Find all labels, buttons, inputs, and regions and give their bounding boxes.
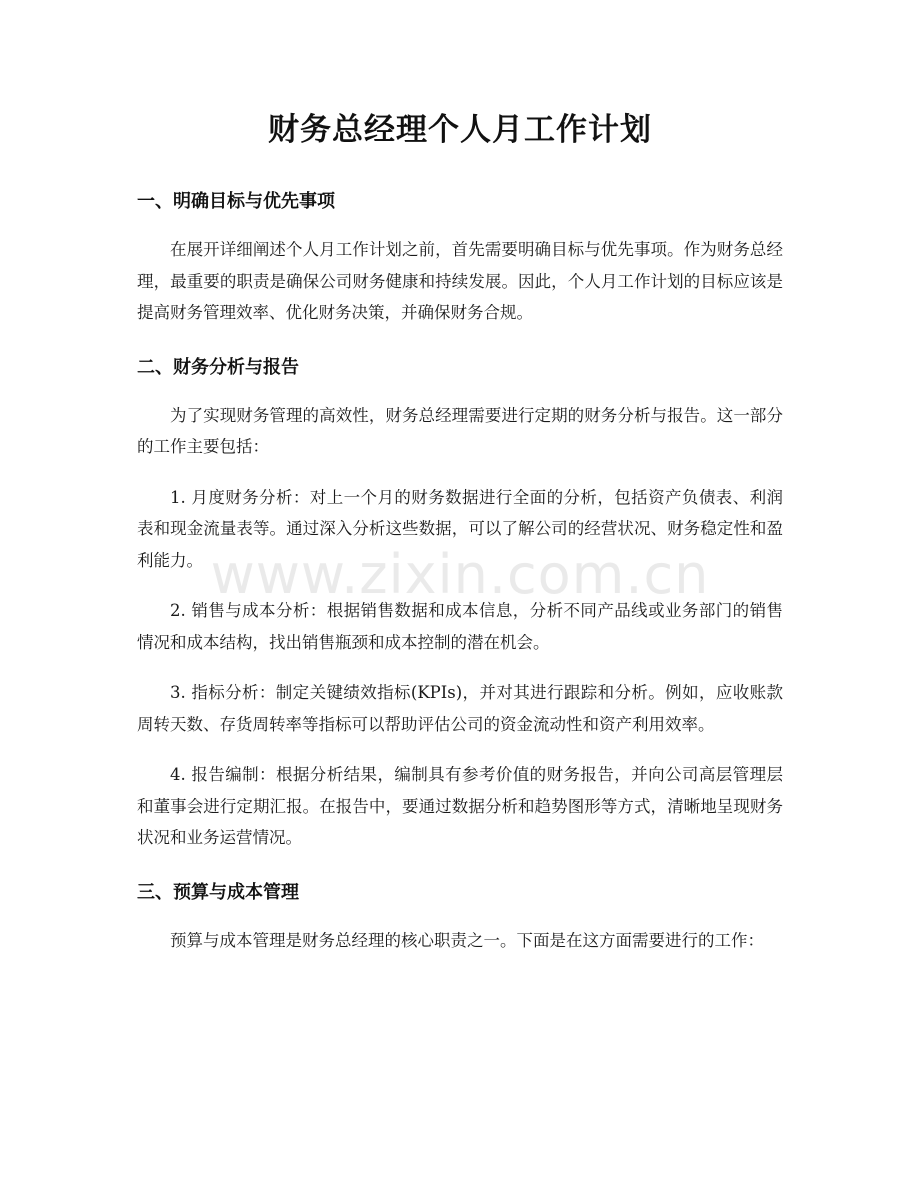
list-item: 1. 月度财务分析：对上一个月的财务数据进行全面的分析，包括资产负债表、利润表和现金流量表等。通过深入分析这些数据，可以了解公司的经营状况、财务稳定性和盈利能力。	[137, 487, 783, 570]
document-title: 财务总经理个人月工作计划	[268, 112, 652, 148]
section-heading-3: 三、预算与成本管理	[137, 881, 299, 903]
paragraph: 在展开详细阐述个人月工作计划之前，首先需要明确目标与优先事项。作为财务总经理，最重要的职责是确保公司财务健康和持续发展。因此，个人月工作计划的目标应该是提高财务管理效率、优化财务决策，并确保财务合规。	[137, 240, 783, 322]
paragraph: 为了实现财务管理的高效性，财务总经理需要进行定期的财务分析与报告。这一部分的工作主要包括：	[137, 405, 783, 456]
list-item: 4. 报告编制：根据分析结果，编制具有参考价值的财务报告，并向公司高层管理层和董事会进行定期汇报。在报告中，要通过数据分析和趋势图形等方式，清晰地呈现财务状况和业务运营情况。	[137, 765, 783, 847]
list-item: 2. 销售与成本分析：根据销售数据和成本信息，分析不同产品线或业务部门的销售情况和成本结构，找出销售瓶颈和成本控制的潜在机会。	[137, 601, 783, 652]
section-heading-1: 一、明确目标与优先事项	[137, 191, 335, 212]
list-item: 3. 指标分析：制定关键绩效指标(KPIs)，并对其进行跟踪和分析。例如，应收账款周转天数、存货周转率等指标可以帮助评估公司的资金流动性和资产利用效率。	[137, 683, 783, 734]
watermark: www.zixin.com.cn	[210, 543, 710, 606]
paragraph: 预算与成本管理是财务总经理的核心职责之一。下面是在这方面需要进行的工作：	[170, 930, 764, 950]
section-heading-2: 二、财务分析与报告	[137, 356, 299, 378]
